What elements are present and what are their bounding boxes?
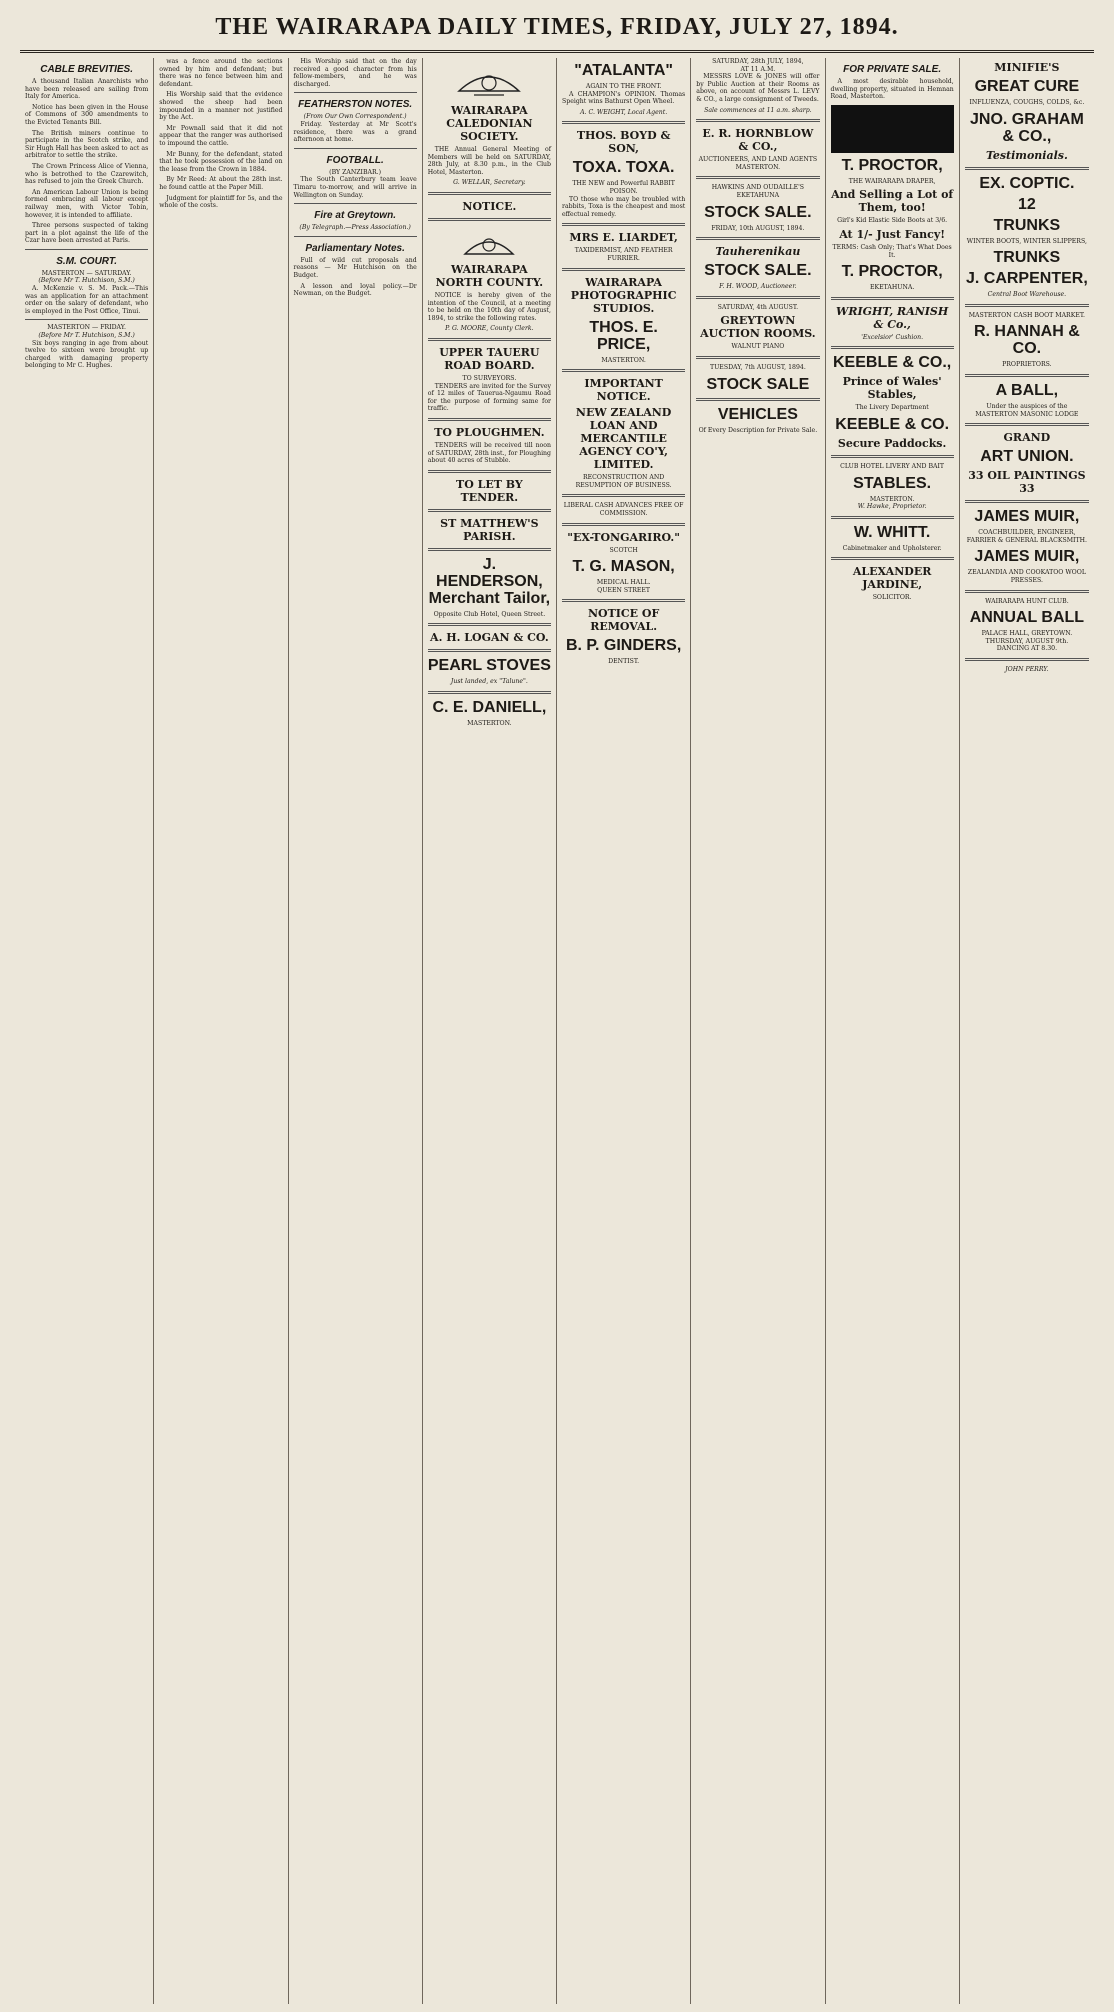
paragraph: The Crown Princess Alice of Vienna, who is betrothed to the Czarewitch, has refused to join the Greek Church. (25, 162, 149, 186)
paragraph: THE Annual General Meeting of Members will be held on SATURDAY, 28th July, at 8.30 p.m., in the Club Hotel, Masterton. (427, 146, 551, 176)
advertiser-name: EX. COPTIC. (979, 174, 1075, 192)
ad-line: PROPRIETORS. (1002, 361, 1052, 369)
address: Opposite Club Hotel, Queen Street. (433, 610, 546, 618)
ad-line: EKETAHUNA (736, 191, 780, 199)
sale-date: TUESDAY, 7th AUGUST, 1894. (709, 363, 806, 371)
ad-line: WALNUT PIANO (731, 343, 785, 351)
ad-line: COACHBUILDER, ENGINEER, FARRIER & GENERAL BLACKSMITH. (966, 529, 1087, 544)
divider (831, 455, 954, 458)
subheading: (Before Mr T. Hutchison, S.M.) (38, 277, 135, 285)
divider (831, 557, 954, 560)
advertiser-name: MRS E. LIARDET, (569, 231, 678, 245)
advertiser-name: JAMES MUIR, (974, 548, 1080, 566)
notice-heading: WAIRARAPA NORTH COUNTY. (435, 262, 544, 289)
notice-heading: "EX-TONGARIRO." (567, 530, 680, 544)
ad-line: TRUNKS (993, 216, 1061, 234)
ad-line: SCOTCH (609, 546, 638, 554)
divider (428, 623, 551, 626)
advertiser-name: CLUB HOTEL LIVERY AND BAIT (840, 462, 945, 470)
divider (562, 223, 685, 226)
advertiser-name: PEARL STOVES (427, 657, 551, 675)
paragraph: TO those who may be troubled with rabbits, Toxa is the cheapest and most effectual remedy. (562, 195, 686, 218)
column-1 (20, 58, 154, 2004)
advertiser-name: KEEBLE & CO. (835, 415, 950, 433)
ad-line: 33 OIL PAINTINGS 33 (968, 469, 1086, 496)
paragraph: By Mr Reed: At about the 28th inst. he found cattle at the Paper Mill. (159, 176, 283, 191)
paragraph: The South Canterbury team leave Timaru to-morrow, and will arrive in Wellington on Sunday. (293, 176, 417, 199)
subheading: (From Our Own Correspondent.) (303, 113, 407, 121)
advertiser-name: TOXA. TOXA. (572, 159, 675, 177)
masthead-title: THE WAIRARAPA DAILY TIMES, FRIDAY, JULY 27, 1894. (215, 14, 899, 40)
advertiser-name: J. CARPENTER, (965, 270, 1088, 288)
divider (965, 304, 1089, 307)
advertiser-name: KEEBLE & CO., (833, 354, 952, 372)
ad-line: RECONSTRUCTION AND RESUMPTION OF BUSINESS. (575, 474, 672, 489)
ad-line: MEDICAL HALL. (596, 579, 651, 587)
advertiser-name: MINIFIE'S (994, 61, 1060, 74)
paragraph: Mr Bunny, for the defendant, stated that he took possession of the land on the lease from the Crown in 1884. (159, 150, 283, 173)
ad-line: Secure Paddocks. (837, 436, 947, 450)
notice-heading: NOTICE. (462, 199, 517, 213)
divider (965, 658, 1089, 661)
divider (294, 148, 417, 149)
paragraph: Three persons suspected of taking part in a plot against the life of the Czar have been arrested at Paris. (25, 222, 149, 245)
advertiser-name: R. HANNAH & CO. (973, 323, 1080, 358)
sale-date: SATURDAY, 28th JULY, 1894, (712, 58, 804, 65)
divider (965, 500, 1089, 503)
paragraph: His Worship said that the evidence showed the sheep had been impounded in a manner not justified by the Act. (159, 91, 283, 122)
paragraph: TENDERS will be received till noon of SATURDAY, 28th inst., for Ploughing about 40 acres of Stubble. (427, 441, 551, 465)
divider (965, 423, 1089, 426)
subheading: (BY ZANZIBAR.) (329, 168, 382, 176)
notice-heading: TO LET BY TENDER. (456, 477, 523, 504)
advertiser-name: GREAT CURE (974, 78, 1080, 95)
advertiser-name: MASTERTON CASH BOOT MARKET. (968, 311, 1086, 319)
ad-line: INFLUENZA, COUGHS, COLDS, &c. (969, 99, 1085, 106)
ad-line: Of Every Description for Private Sale. (698, 426, 818, 434)
advertiser-name: T. PROCTOR, (841, 156, 943, 174)
ad-line: Testimonials. (985, 148, 1068, 162)
county-crest-icon (459, 226, 519, 260)
advertiser-name: GREYTOWN AUCTION ROOMS. (700, 314, 816, 341)
paragraph: Full of wild cut proposals and reasons — Mr Hutchison on the Budget. (293, 256, 417, 279)
paragraph: Judgment for plaintiff for 5s, and the whole of the costs. (159, 194, 283, 210)
address: MASTERTON. (735, 163, 781, 171)
event-heading: ART UNION. (980, 448, 1074, 466)
ad-line: AGAIN TO THE FRONT. (585, 83, 662, 90)
divider (965, 590, 1089, 593)
divider (696, 296, 819, 299)
signature: A. C. WEIGHT, Local Agent. (580, 108, 668, 116)
advertiser-name: C. E. DANIELL, (432, 698, 547, 716)
column-2 (154, 58, 288, 2004)
column-8 (960, 58, 1094, 2004)
paragraph: A lesson and loyal policy.—Dr Newman, on the Budget. (293, 282, 417, 298)
advertiser-name: E. R. HORNBLOW & CO., (702, 127, 814, 154)
ad-line: TERMS: Cash Only; That's What Does It. (832, 243, 952, 259)
section-heading: FOR PRIVATE SALE. (843, 64, 942, 75)
divider (696, 119, 819, 122)
section-heading: Fire at Greytown. (314, 210, 396, 222)
divider (428, 509, 551, 512)
divider (428, 691, 551, 694)
divider (428, 418, 551, 421)
sale-date: FRIDAY, 10th AUGUST, 1894. (711, 224, 805, 232)
paragraph: A thousand Italian Anarchists who have been released are sailing from Italy for America. (25, 78, 149, 101)
divider (428, 470, 551, 473)
subheading: MASTERTON — SATURDAY. (41, 269, 132, 277)
divider (831, 297, 954, 300)
divider (831, 346, 954, 349)
paragraph: TENDERS are invited for the Survey of 12 miles of Tauerua-Ngaumu Road for the purpose of forming same for traffic. (427, 382, 551, 413)
divider (25, 249, 148, 250)
paragraph: Six boys ranging in age from about twelve to sixteen were brought up charged with damaging property belonging to Mr C. Hughes. (25, 339, 149, 370)
notice-heading: ST MATTHEW'S PARISH. (440, 516, 539, 543)
section-heading: FEATHERSTON NOTES. (298, 99, 413, 111)
advertiser-name: "ATALANTA" (574, 62, 673, 79)
address: MASTERTON. (601, 356, 646, 364)
advertiser-name: WAIRARAPA PHOTOGRAPHIC STUDIOS. (570, 275, 677, 315)
advertiser-name: T. PROCTOR, (841, 263, 943, 281)
section-heading: CABLE BREVITIES. (40, 64, 134, 75)
ad-line: The Livery Department (855, 404, 929, 412)
advertiser-name: B. P. GINDERS, (565, 637, 682, 655)
ad-line: Just landed, ex "Talune". (450, 678, 528, 686)
divider (831, 516, 954, 519)
divider (562, 494, 685, 497)
paragraph: The British miners continue to participate in the Scotch strike, and Sir Hugh Hall has been asked to act as arbitrator to settle the strike. (25, 129, 149, 160)
advertiser-name: NEW ZEALAND LOAN AND MERCANTILE AGENCY CO'Y, LIMITED. (575, 406, 672, 472)
notice-heading: IMPORTANT NOTICE. (584, 377, 663, 404)
ad-line: LIBERAL CASH ADVANCES FREE OF COMMISSION. (563, 502, 684, 517)
event-date: THURSDAY, AUGUST 9th. (985, 637, 1069, 645)
notice-heading: NOTICE OF REMOVAL. (587, 607, 660, 634)
divider (428, 548, 551, 551)
ad-line: Under the auspices of the MASTERTON MASONIC LODGE (975, 402, 1079, 418)
divider (294, 203, 417, 204)
ad-line: TAXIDERMIST, AND FEATHER FURRIER. (574, 247, 673, 262)
divider (428, 649, 551, 652)
advertiser-name: HAWKINS AND OUDAILLE'S (711, 184, 805, 192)
ad-line: Central Boot Warehouse. (987, 291, 1067, 299)
advertiser-name: A. H. LOGAN & CO. (430, 631, 549, 645)
notice-heading: TO PLOUGHMEN. (434, 425, 545, 439)
advertiser-name: THOS. BOYD & SON, (576, 129, 671, 156)
ad-line: WINTER BOOTS, WINTER SLIPPERS, (966, 237, 1087, 245)
advertiser-name: JNO. GRAHAM & CO., (969, 110, 1084, 145)
advertiser-name: STABLES. (853, 474, 932, 492)
ad-line: Tauherenikau (715, 245, 801, 259)
signature: P. G. MOORE, County Clerk. (445, 325, 534, 333)
divider (428, 338, 551, 341)
divider (965, 374, 1089, 377)
event-time: DANCING AT 8.30. (996, 645, 1058, 653)
address: PALACE HALL, GREYTOWN. (981, 630, 1073, 638)
section-heading: S.M. COURT. (56, 255, 117, 267)
subheading: TO SURVEYORS. (462, 374, 517, 382)
sale-heading: STOCK SALE. (704, 262, 812, 280)
divider (562, 121, 685, 124)
ad-line: THE WAIRARAPA DRAPER, (848, 177, 936, 185)
paragraph: A. McKenzie v. S. M. Pack.—This was an application for an attachment order on the salary of defendant, who is employed in the Post Office, Tinui. (25, 285, 149, 315)
subheading: (By Telegraph.—Press Association.) (299, 224, 411, 232)
columns (20, 58, 1094, 2004)
ad-line: 12 (1017, 195, 1036, 213)
paragraph: NOTICE is hereby given of the intention of the Council, at a meeting to be held on the 10th day of August, 1894, to strike the following rates. (427, 291, 551, 322)
divider (562, 599, 685, 602)
advertiser-name: WAIRARAPA HUNT CLUB. (985, 597, 1069, 605)
divider (696, 398, 819, 401)
sale-date: SATURDAY, 4th AUGUST. (717, 303, 799, 311)
ad-line: ZEALANDIA AND COOKATOO WOOL PRESSES. (967, 569, 1086, 584)
divider (25, 319, 148, 320)
divider (562, 369, 685, 372)
sale-heading: VEHICLES (717, 405, 798, 423)
column-4 (423, 58, 557, 2004)
section-heading: Parliamentary Notes. (305, 242, 405, 254)
ad-line: 'Excelsior' Cushion. (861, 333, 924, 341)
divider (428, 192, 551, 195)
signature: G. WELLAR, Secretary. (453, 179, 526, 187)
paragraph: Friday. Yesterday at Mr Scott's residence, there was a grand afternoon at home. (293, 120, 417, 144)
ad-line: Cabinetmaker and Upholsterer. (842, 544, 942, 552)
address: QUEEN STREET (597, 586, 651, 594)
ad-line: And Selling a Lot of Them, too! (831, 188, 954, 215)
ad-line: THE NEW and Powerful RABBIT POISON. (572, 180, 675, 195)
paragraph: A most desirable household, dwelling property, situated in Hemnan Road, Masterton. (830, 78, 954, 101)
advertiser-name: T. G. MASON, (572, 558, 675, 576)
divider (428, 218, 551, 221)
ink-blot (831, 105, 954, 153)
paragraph: Mr Pownall said that it did not appear that the ranger was authorised to impound the cattle. (159, 124, 283, 147)
event-heading: A BALL, (995, 381, 1059, 399)
column-7 (826, 58, 960, 2004)
advertiser-name: ALEXANDER JARDINE, (852, 565, 932, 592)
section-heading: FOOTBALL. (326, 154, 384, 166)
advertiser-name: JAMES MUIR, (974, 508, 1080, 526)
address: MASTERTON. (467, 719, 512, 727)
paragraph: An American Labour Union is being formed embracing all labour except railway men, with Victor Tobin, however, it is intended to affiliate. (25, 188, 149, 219)
address: MASTERTON. (869, 495, 915, 503)
subheading: (Before Mr T. Hutchison, S.M.) (38, 332, 135, 340)
address: EKETAHUNA. (869, 284, 915, 292)
divider (294, 92, 417, 93)
paragraph: Notice has been given in the House of Commons of 300 amendments to the Evicted Tenants Bill. (25, 103, 149, 126)
ad-line: Sale commences at 11 a.m. sharp. (704, 106, 812, 114)
divider (562, 523, 685, 526)
signature: F. H. WOOD, Auctioneer. (719, 283, 797, 291)
advertiser-name: W. WHITT. (853, 523, 931, 541)
paragraph: was a fence around the sections owned by him and defendant; but there was no fence between him and defendant. (159, 58, 283, 88)
ad-line: DENTIST. (608, 658, 640, 666)
ad-line: At 1/- Just Fancy! (839, 227, 946, 241)
advertiser-name: WRIGHT, RANISH & Co., (835, 304, 949, 331)
signature: JOHN PERRY. (1005, 665, 1049, 673)
divider (562, 268, 685, 271)
ad-line: Prince of Wales' Stables, (842, 375, 942, 402)
divider (696, 176, 819, 179)
sale-heading: STOCK SALE. (704, 203, 812, 221)
divider (696, 356, 819, 359)
advertiser-name: THOS. E. PRICE, (589, 318, 658, 353)
sale-heading: STOCK SALE (706, 375, 810, 393)
advertiser-name: J. HENDERSON, Merchant Tailor, (428, 555, 551, 607)
paragraph: MESSRS LOVE & JONES will offer by Public Auction at their Rooms as above, on account of Messrs L. LEVY & CO., a large consignment of Tweeds. (696, 73, 820, 103)
divider (965, 167, 1089, 170)
masthead (20, 14, 1094, 53)
notice-heading: WAIRARAPA CALEDONIAN SOCIETY. (446, 104, 533, 143)
event-heading: ANNUAL BALL (969, 609, 1085, 627)
society-crest-icon (454, 61, 524, 101)
column-6 (691, 58, 825, 2004)
ad-line: AUCTIONEERS, AND LAND AGENTS (698, 156, 818, 164)
divider (696, 237, 819, 240)
column-5 (557, 58, 691, 2004)
paragraph: A CHAMPION's OPINION. Thomas Speight wins Bathurst Open Wheel. (562, 90, 686, 106)
signature: W. Hawke, Proprietor. (857, 503, 927, 511)
ad-line: SOLICITOR. (872, 594, 912, 602)
column-3 (289, 58, 423, 2004)
subheading: MASTERTON — FRIDAY. (47, 324, 127, 332)
notice-heading: UPPER TAUERU ROAD BOARD. (439, 345, 540, 372)
ad-line: TRUNKS (993, 249, 1061, 267)
paragraph: His Worship said that on the day received a good character from his fellow-members, and he was discharged. (293, 58, 417, 88)
ad-line: Girl's Kid Elastic Side Boots at 3/6. (837, 217, 948, 225)
sale-time: AT 11 A.M. (740, 65, 776, 73)
event-heading: GRAND (1003, 431, 1051, 445)
divider (294, 236, 417, 237)
